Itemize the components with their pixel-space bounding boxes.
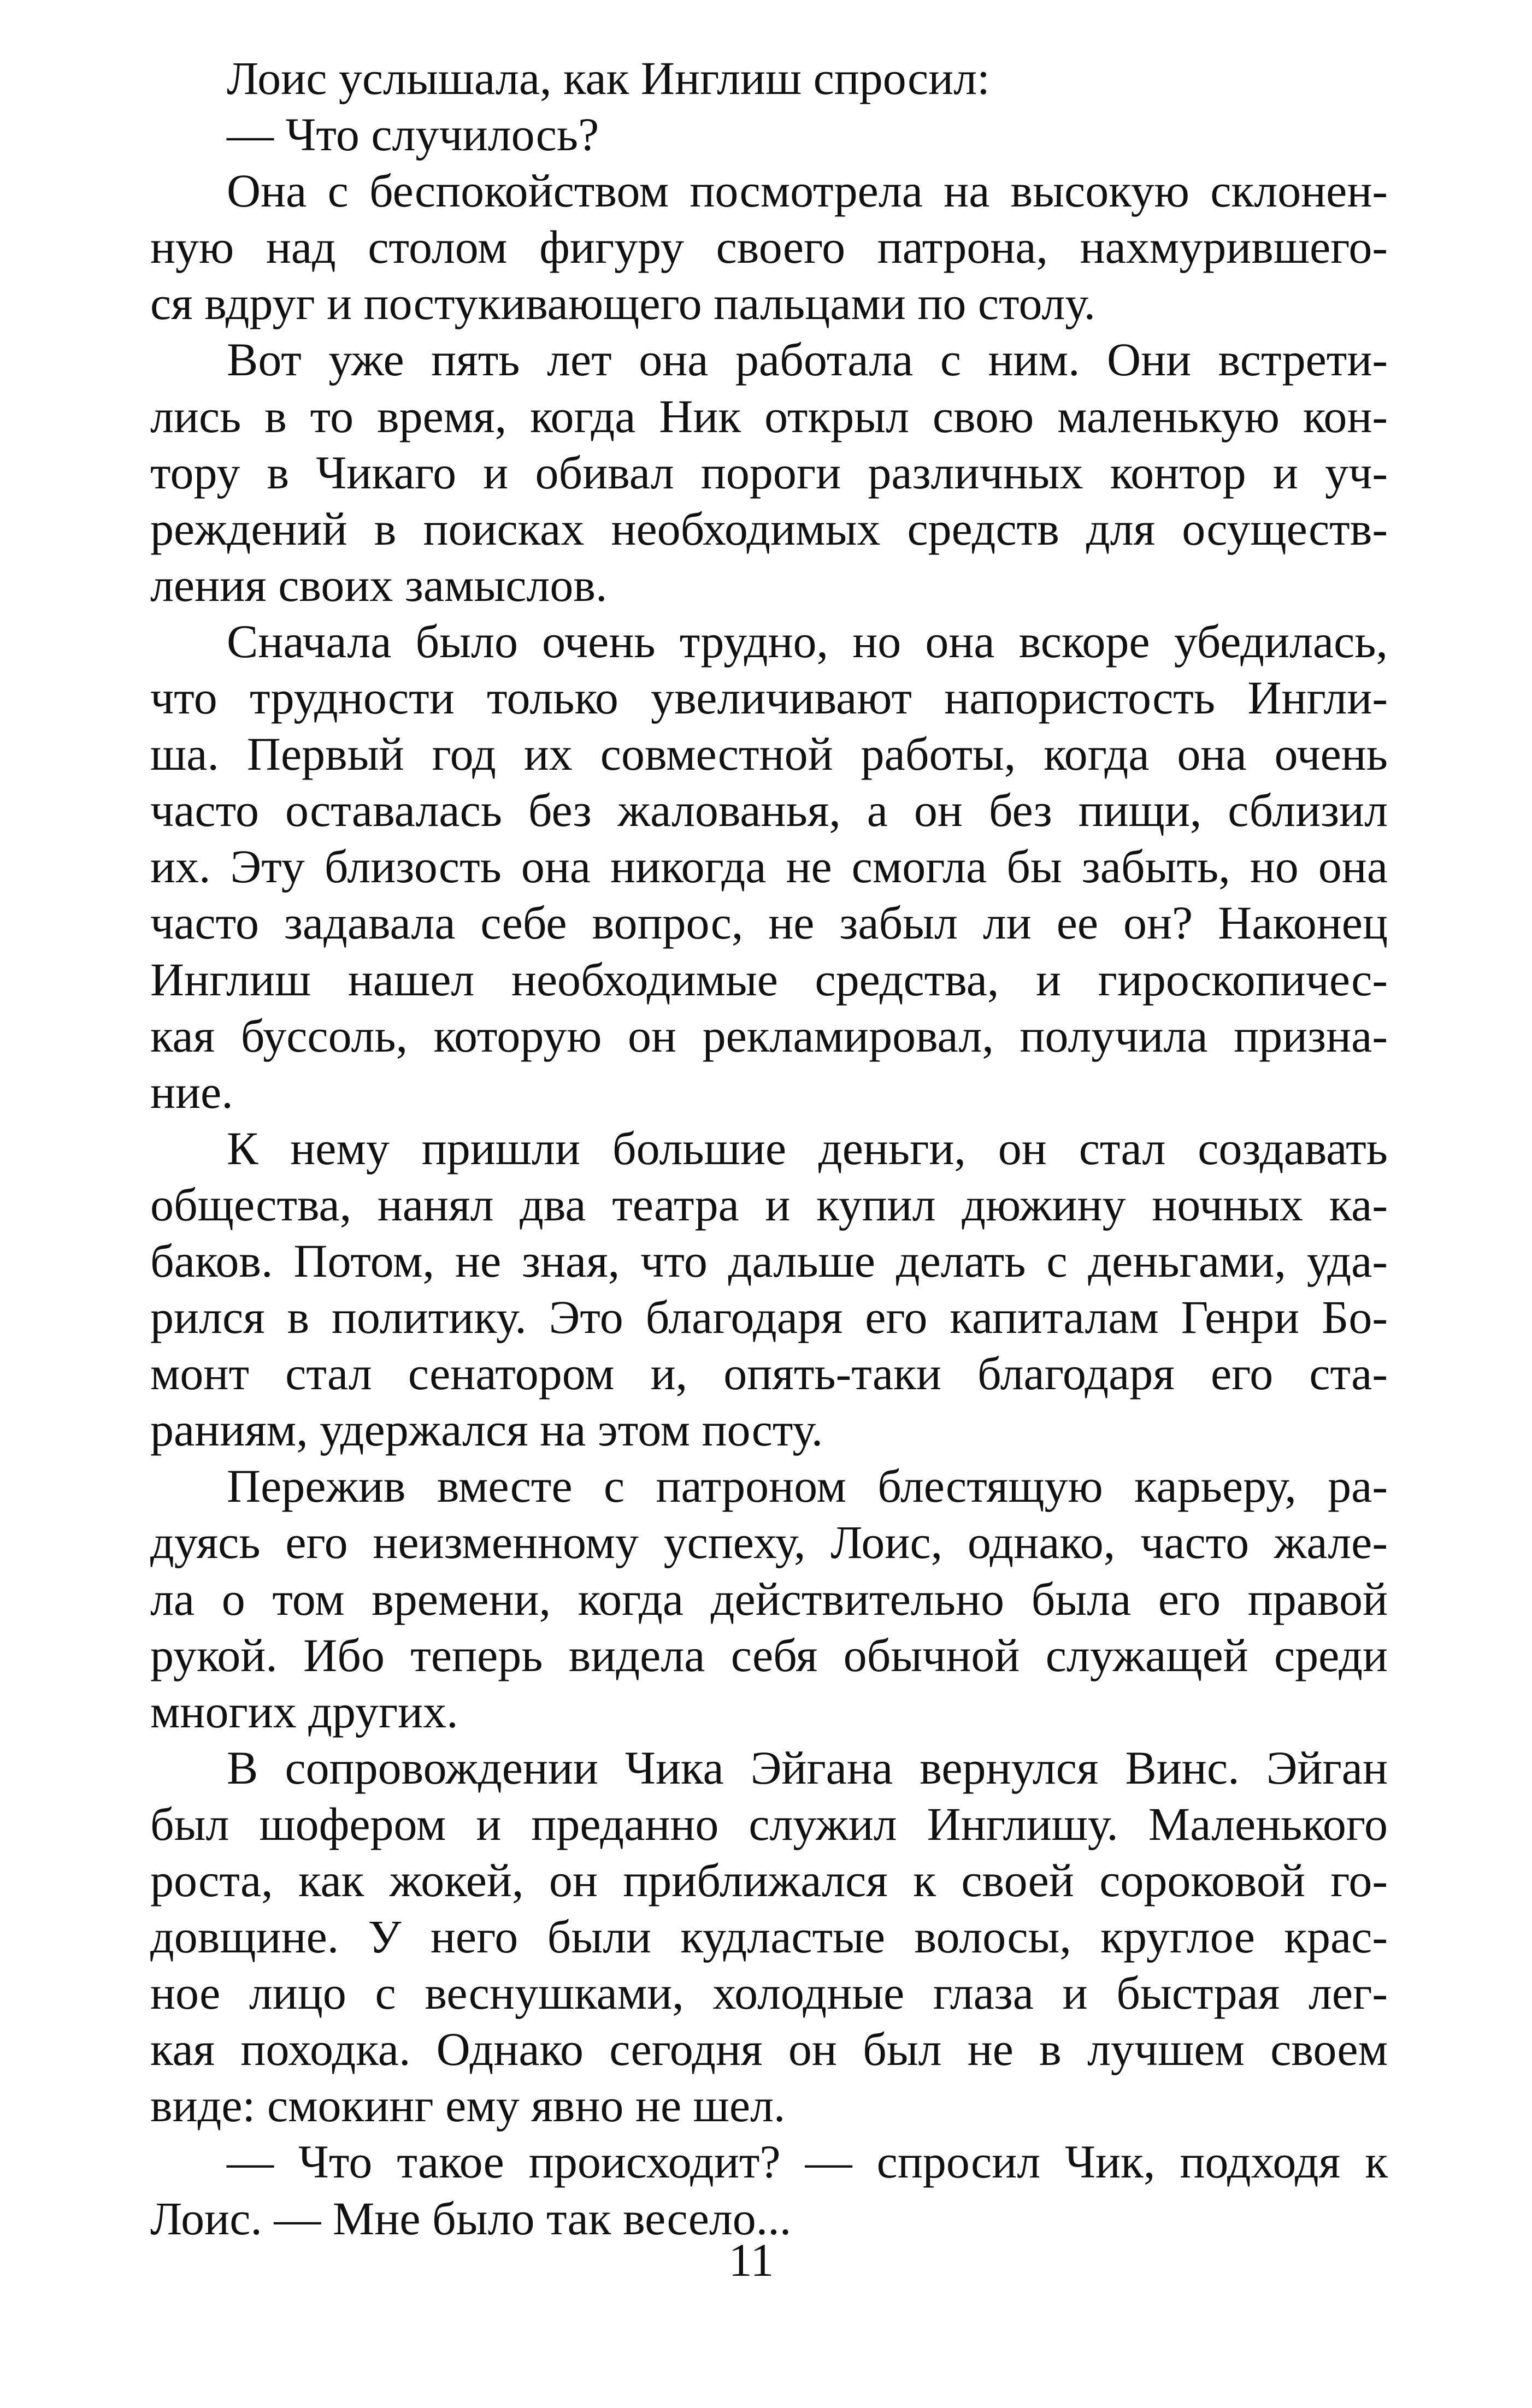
text-line: роста, как жокей, он приближался к своей сороковой го- — [150, 1854, 1388, 1907]
text-line: баков. Потом, не зная, что дальше делать с деньгами, уда- — [150, 1234, 1388, 1287]
text-line: кая буссоль, которую он рекламировал, получила призна- — [150, 1009, 1388, 1062]
text-line: В сопровождении Чика Эйгана вернулся Винс. Эйган — [227, 1741, 1388, 1794]
body-text — [150, 50, 1388, 2247]
text-line: лись в то время, когда Ник открыл свою маленькую кон- — [150, 389, 1388, 442]
text-line: Лоис. — Мне было так весело... — [150, 2192, 792, 2245]
text-line: часто задавала себе вопрос, не забыл ли ее он? Наконец — [150, 896, 1388, 949]
text-line: — Что случилось? — [227, 108, 599, 161]
text-line: Пережив вместе с патроном блестящую карьеру, ра- — [227, 1460, 1388, 1513]
text-line: их. Эту близость она никогда не смогла бы забыть, но она — [150, 840, 1388, 893]
text-line: ла о том времени, когда действительно была его правой — [150, 1572, 1388, 1625]
text-line: монт стал сенатором и, опять-таки благодаря его ста- — [150, 1347, 1388, 1400]
text-line: общества, нанял два театра и купил дюжину ночных ка- — [150, 1178, 1388, 1231]
text-line: часто оставалась без жалованья, а он без пищи, сблизил — [150, 784, 1388, 837]
text-line: ся вдруг и постукивающего пальцами по столу. — [150, 277, 1096, 330]
text-line: раниям, удержался на этом посту. — [150, 1403, 823, 1456]
text-line: многих других. — [150, 1685, 458, 1738]
text-line: реждений в поисках необходимых средств для осуществ- — [150, 502, 1388, 555]
text-line: рукой. Ибо теперь видела себя обычной служащей среди — [150, 1628, 1388, 1681]
page-number: 11 — [728, 2234, 774, 2286]
text-line: ша. Первый год их совместной работы, когда она очень — [150, 728, 1388, 781]
text-line: тору в Чикаго и обивал пороги различных контор и уч- — [150, 446, 1388, 499]
text-line: Инглиш нашел необходимые средства, и гироскопичес- — [150, 953, 1388, 1006]
text-line: — Что такое происходит? — спросил Чик, подходя к — [227, 2135, 1388, 2188]
text-line: ное лицо с веснушками, холодные глаза и быстрая лег- — [150, 1967, 1388, 2020]
text-line: Она с беспокойством посмотрела на высокую склонен- — [227, 164, 1388, 217]
text-line: К нему пришли большие деньги, он стал создавать — [227, 1122, 1388, 1175]
text-line: ние. — [150, 1065, 233, 1118]
text-line: Сначала было очень трудно, но она вскоре убедилась, — [227, 615, 1388, 668]
text-line: рился в политику. Это благодаря его капиталам Генри Бо- — [150, 1291, 1388, 1344]
text-line: ления своих замыслов. — [150, 558, 608, 611]
text-line: что трудности только увеличивают напористость Ингли- — [150, 671, 1388, 724]
text-line: Лоис услышала, как Инглиш спросил: — [227, 52, 990, 104]
text-line: был шофером и преданно служил Инглишу. Маленького — [150, 1797, 1388, 1850]
text-line: довщине. У него были кудластые волосы, круглое крас- — [150, 1910, 1388, 1963]
text-line: Вот уже пять лет она работала с ним. Они встрети- — [227, 333, 1388, 386]
text-line: кая походка. Однако сегодня он был не в лучшем своем — [150, 2023, 1388, 2076]
text-line: дуясь его неизменному успеху, Лоис, однако, часто жале- — [150, 1516, 1388, 1569]
text-line: ную над столом фигуру своего патрона, нахмурившего- — [150, 221, 1388, 274]
text-line: виде: смокинг ему явно не шел. — [150, 2079, 786, 2132]
